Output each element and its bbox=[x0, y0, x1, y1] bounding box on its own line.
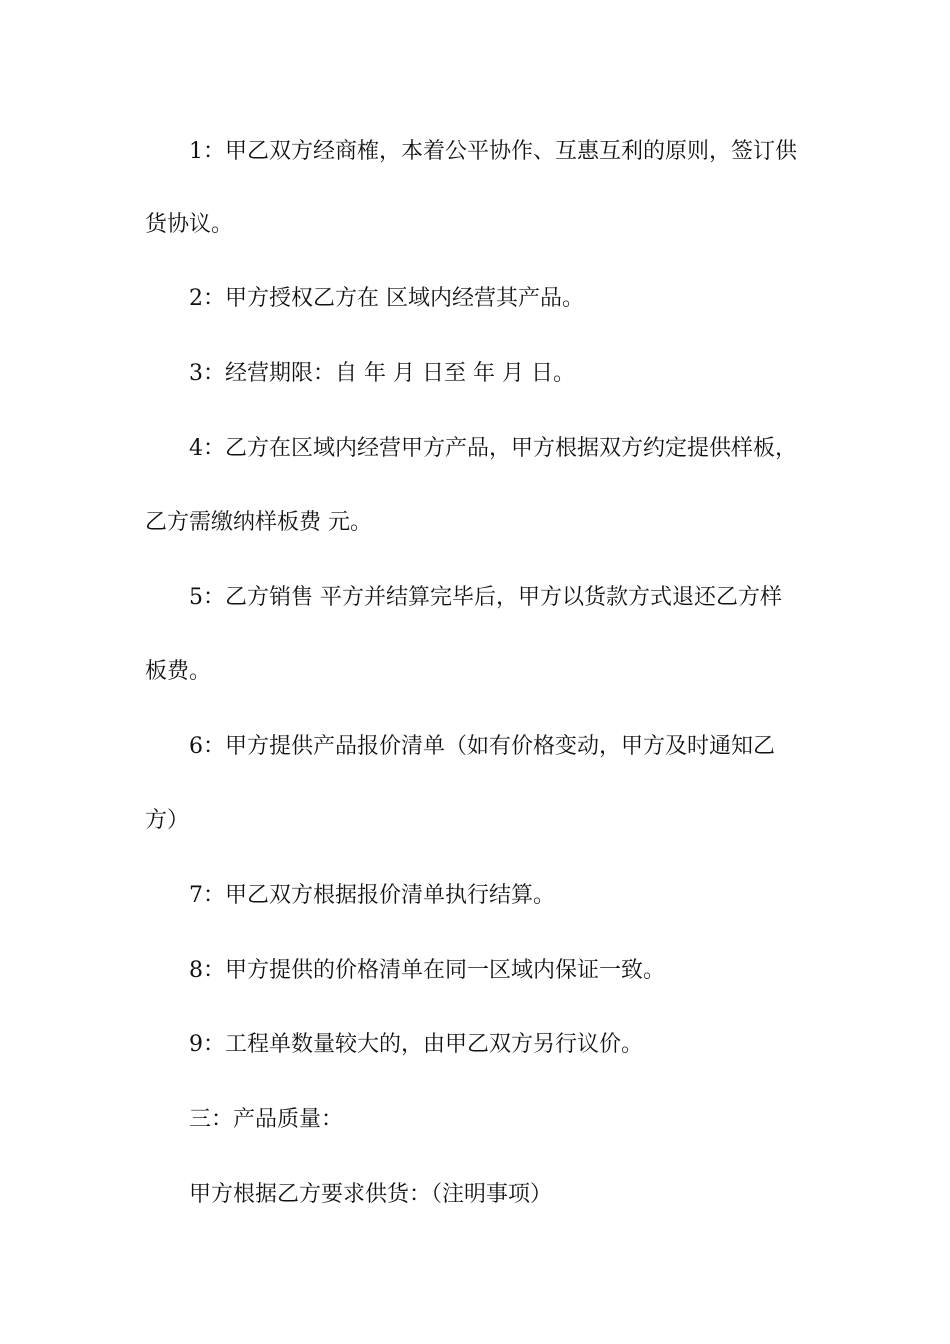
clause-8: 8：甲方提供的价格清单在同一区域内保证一致。 bbox=[189, 958, 665, 983]
clause-2: 2：甲方授权乙方在 区域内经营其产品。 bbox=[189, 286, 584, 311]
clause-6-line-2: 方） bbox=[145, 808, 190, 833]
clause-5-line-1: 5：乙方销售 平方并结算完毕后，甲方以货款方式退还乙方样 bbox=[189, 585, 782, 610]
clause-4-line-2: 乙方需缴纳样板费 元。 bbox=[145, 510, 372, 535]
supply-requirement-line: 甲方根据乙方要求供货：（注明事项） bbox=[189, 1182, 553, 1207]
clause-4-line-1: 4：乙方在区域内经营甲方产品，甲方根据双方约定提供样板， bbox=[189, 436, 797, 461]
clause-7: 7：甲乙双方根据报价清单执行结算。 bbox=[189, 883, 555, 908]
clause-3: 3：经营期限：自 年 月 日至 年 月 日。 bbox=[189, 361, 575, 386]
clause-1-line-1: 1：甲乙双方经商榷，本着公平协作、互惠互利的原则，签订供 bbox=[189, 139, 797, 164]
clause-6-line-1: 6：甲方提供产品报价清单（如有价格变动，甲方及时通知乙 bbox=[189, 734, 775, 759]
clause-1-line-2: 货协议。 bbox=[145, 212, 234, 237]
section-heading-product-quality: 三：产品质量： bbox=[189, 1107, 344, 1132]
clause-5-line-2: 板费。 bbox=[145, 659, 212, 684]
clause-9: 9：工程单数量较大的，由甲乙双方另行议价。 bbox=[189, 1032, 643, 1057]
